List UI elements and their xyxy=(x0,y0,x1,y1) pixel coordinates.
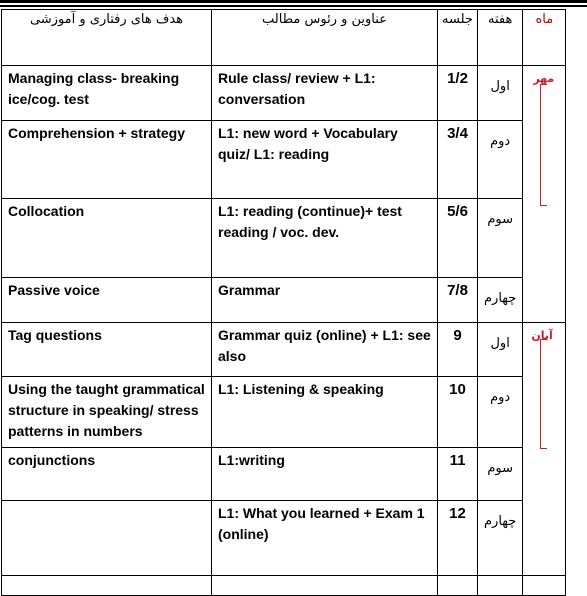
week-cell-empty xyxy=(478,576,523,596)
week-cell: اول xyxy=(478,66,523,121)
topic-cell: L1: What you learned + Exam 1 (online) xyxy=(212,501,438,576)
goal-cell xyxy=(2,501,212,576)
table-row xyxy=(2,66,566,121)
topic-cell: Grammar xyxy=(212,278,438,323)
goal-cell: Managing class- breaking ice/cog. test xyxy=(2,66,212,121)
table-row xyxy=(2,199,566,278)
header-topic: عناوین و رئوس مطالب xyxy=(212,10,438,66)
topic-cell: L1: Listening & speaking xyxy=(212,377,438,448)
header-week: هفته xyxy=(478,10,523,66)
month-label-second: آبان xyxy=(531,329,553,342)
session-cell: 3/4 xyxy=(438,121,478,199)
session-cell: 1/2 xyxy=(438,66,478,121)
session-cell: 11 xyxy=(438,448,478,501)
goal-cell: Passive voice xyxy=(2,278,212,323)
week-cell: سوم xyxy=(478,448,523,501)
session-cell: 5/6 xyxy=(438,199,478,278)
table-row xyxy=(2,323,566,377)
header-session: جلسه xyxy=(438,10,478,66)
goal-cell: conjunctions xyxy=(2,448,212,501)
top-rule-thin xyxy=(0,5,587,7)
header-goal: هدف های رفتاری و آموزشی xyxy=(2,10,212,66)
goal-cell: Collocation xyxy=(2,199,212,278)
topic-cell: Rule class/ review + L1: conversation xyxy=(212,66,438,121)
goal-cell-empty xyxy=(2,576,212,596)
header-month: ماه xyxy=(523,10,566,66)
top-rule-thick xyxy=(0,0,587,3)
table-row xyxy=(2,501,566,576)
table-row xyxy=(2,377,566,448)
session-cell-empty xyxy=(438,576,478,596)
header-row xyxy=(2,10,566,66)
week-cell: چهارم xyxy=(478,278,523,323)
topic-cell: L1:writing xyxy=(212,448,438,501)
week-cell: دوم xyxy=(478,377,523,448)
week-cell: اول xyxy=(478,323,523,377)
session-cell: 12 xyxy=(438,501,478,576)
table-row xyxy=(2,278,566,323)
session-cell: 10 xyxy=(438,377,478,448)
month-bracket-second xyxy=(540,339,541,449)
week-cell: سوم xyxy=(478,199,523,278)
table-row xyxy=(2,448,566,501)
month-label-first: مهر xyxy=(533,72,555,85)
table-row xyxy=(2,121,566,199)
month-cell-1 xyxy=(523,66,566,323)
schedule-table xyxy=(1,9,566,596)
goal-cell: Using the taught grammatical structure in speaking/ stress patterns in numbers xyxy=(2,377,212,448)
table-row-partial xyxy=(2,576,566,596)
topic-cell: Grammar quiz (online) + L1: see also xyxy=(212,323,438,377)
goal-cell: Comprehension + strategy xyxy=(2,121,212,199)
month-cell-2 xyxy=(523,323,566,576)
session-cell: 7/8 xyxy=(438,278,478,323)
week-cell: چهارم xyxy=(478,501,523,576)
month-bracket-first xyxy=(540,84,541,206)
week-cell: دوم xyxy=(478,121,523,199)
session-cell: 9 xyxy=(438,323,478,377)
topic-cell: L1: new word + Vocabulary quiz/ L1: reading xyxy=(212,121,438,199)
goal-cell: Tag questions xyxy=(2,323,212,377)
topic-cell: L1: reading (continue)+ test reading / voc. dev. xyxy=(212,199,438,278)
month-cell-empty xyxy=(523,576,566,596)
topic-cell-empty xyxy=(212,576,438,596)
